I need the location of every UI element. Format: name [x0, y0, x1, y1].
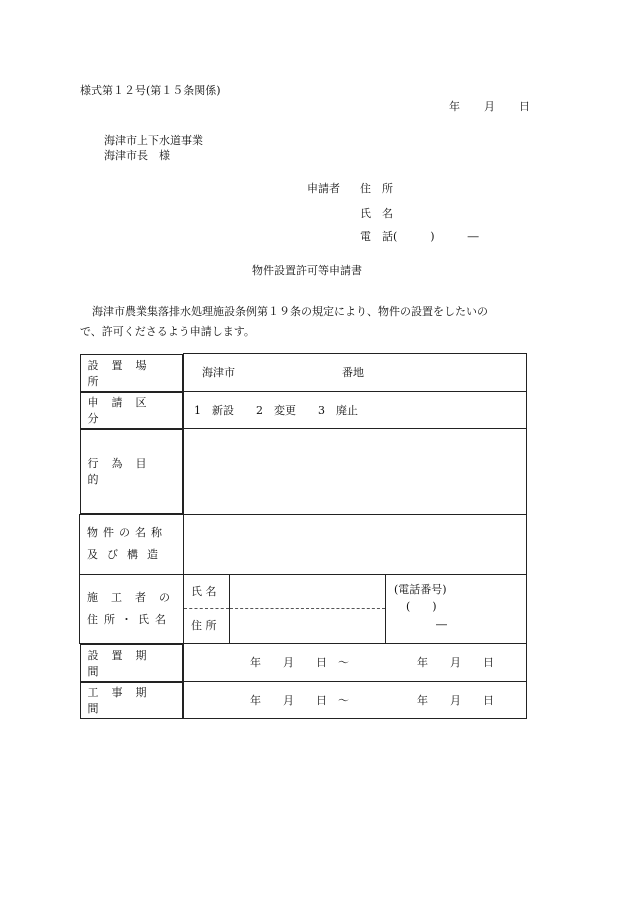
location-city: 海津市 — [202, 365, 235, 379]
location-label-text: 設置場所 — [87, 358, 160, 388]
purpose-label — [80, 429, 184, 514]
location-value[interactable] — [184, 354, 527, 392]
date-month: 月 — [484, 100, 495, 113]
row-install-period — [80, 643, 527, 682]
object-value[interactable] — [184, 514, 527, 574]
contractor-value — [184, 574, 527, 643]
object-label-line1: 物件の名称 — [87, 526, 167, 539]
contractor-sublabels — [184, 575, 230, 643]
purpose-label-text: 行為目的 — [87, 457, 160, 486]
install-period-end: 年 月 日 — [417, 656, 494, 670]
contractor-address-label: 住 所 — [191, 619, 217, 632]
contractor-label-line2: 住所・氏名 — [87, 612, 172, 626]
category-label — [80, 392, 184, 429]
contractor-name-field[interactable] — [230, 575, 385, 609]
addressee-line2: 海津市長 様 — [104, 149, 170, 162]
document-title: 物件設置許可等申請書 — [252, 264, 362, 277]
body-text-line2: で、許可くださるよう申請します。 — [80, 325, 255, 338]
purpose-value[interactable] — [184, 429, 527, 515]
application-table — [79, 353, 527, 719]
form-number: 様式第１２号(第１５条関係) — [80, 84, 221, 97]
date-day: 日 — [519, 100, 530, 113]
contractor-phone-label: (電話番号) — [394, 582, 447, 596]
contractor-label-line1: 施工者の — [87, 590, 183, 604]
object-label — [80, 514, 184, 574]
addressee-line1: 海津市上下水道事業 — [104, 134, 203, 147]
applicant-title: 申請者 — [307, 182, 340, 195]
row-object — [80, 514, 527, 574]
applicant-address-label: 住 所 — [360, 182, 393, 195]
contractor-phone[interactable] — [386, 575, 526, 643]
contractor-address-field[interactable] — [230, 609, 385, 642]
location-label — [80, 354, 184, 392]
row-purpose — [80, 429, 527, 515]
install-period-label-text: 設置期間 — [87, 648, 160, 678]
contractor-name-label: 氏 名 — [184, 575, 229, 609]
contractor-phone-dash: ― — [436, 617, 447, 631]
work-period-label — [80, 682, 184, 719]
applicant-name-label: 氏 名 — [360, 207, 393, 220]
work-period-value[interactable] — [184, 682, 527, 719]
work-period-end: 年 月 日 — [417, 694, 494, 707]
install-period-label — [80, 644, 184, 682]
category-label-text: 申請区分 — [87, 396, 160, 425]
row-contractor — [80, 574, 527, 643]
location-number: 番地 — [342, 365, 364, 379]
contractor-label — [80, 574, 184, 643]
contractor-phone-paren: ( ) — [406, 600, 437, 614]
object-label-line2: 及び構造 — [87, 548, 167, 561]
body-text-line1: 海津市農業集落排水処理施設条例第１９条の規定により、物件の設置をしたいの — [92, 305, 488, 318]
work-period-label-text: 工事期間 — [87, 686, 160, 715]
install-period-start: 年 月 日 ～ — [250, 656, 349, 670]
category-value[interactable]: 1 新設 2 変更 3 廃止 — [184, 392, 527, 429]
row-location — [80, 354, 527, 392]
work-period-start: 年 月 日 ～ — [250, 694, 349, 707]
applicant-phone-label: 電 話( ) ― — [360, 230, 479, 243]
contractor-inputs — [230, 575, 386, 643]
row-category — [80, 392, 527, 429]
date-line — [449, 101, 530, 112]
install-period-value[interactable] — [184, 643, 527, 682]
date-year: 年 — [449, 100, 460, 113]
row-work-period — [80, 682, 527, 719]
